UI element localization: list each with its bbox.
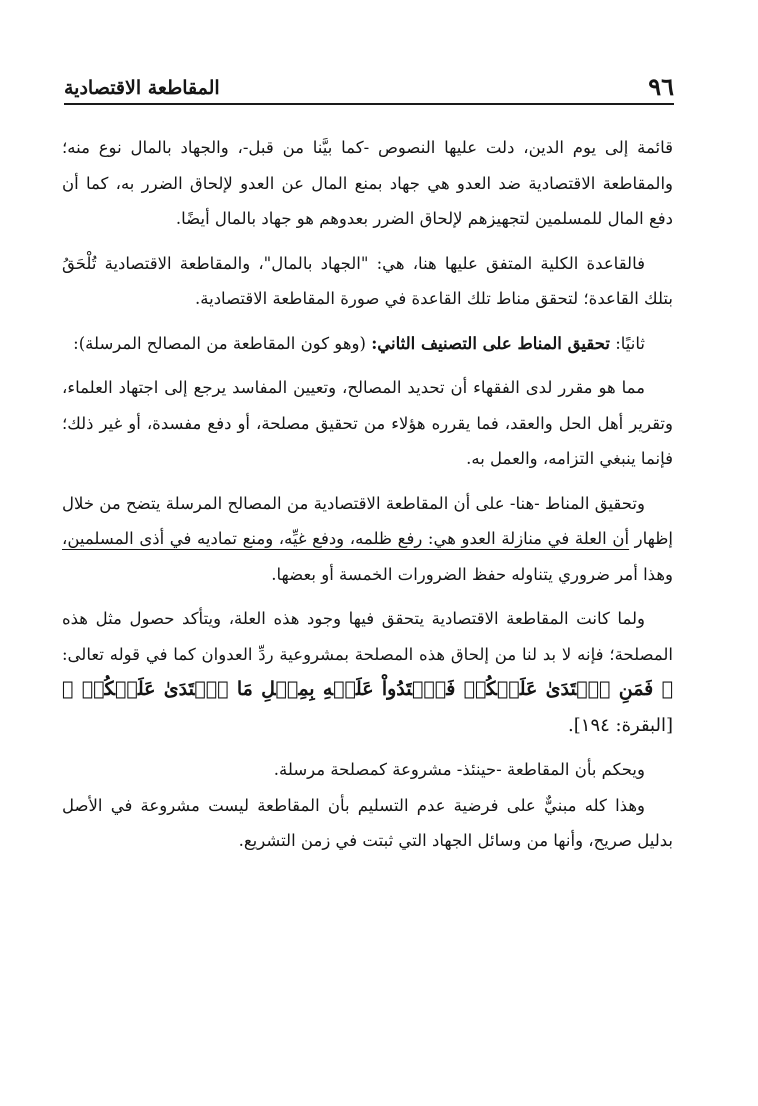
- paragraph-4: مما هو مقرر لدى الفقهاء أن تحديد المصالح، وتعيين المفاسد يرجع إلى اجتهاد العلماء، وتقرير أهل الحل والعقد، فما يقرره هؤلاء من تحقيق مصلحة، أو دفع مفسدة، أو غير ذلك؛ فإنما ينبغي التزامه، والعمل به.: [62, 378, 673, 468]
- paragraph-3: [62, 326, 673, 362]
- paragraph-5-start: وتحقيق المناط -هنا- على أن المقاطعة الاقتصادية من المصالح المرسلة يتضح من خلال إظهار: [62, 493, 674, 548]
- paragraph-7: ويحكم بأن المقاطعة -حينئذ- مشروعة كمصلحة مرسلة.: [273, 760, 645, 779]
- underlined-passage: أن العلة في منازلة العدو هي: رفع ظلمه، ودفع غيِّه، ومنع تماديه في أذى المسلمين،: [62, 529, 630, 548]
- page-body: [62, 130, 673, 859]
- running-title: المقاطعة الاقتصادية: [64, 77, 220, 99]
- verse-reference: [البقرة: ١٩٤].: [568, 714, 673, 736]
- paragraph-6: [62, 601, 673, 743]
- page-number: ٩٦: [648, 72, 674, 101]
- paragraph-5-end: وهذا أمر ضروري يتناوله حفظ الضرورات الخمسة أو بعضها.: [271, 564, 673, 584]
- paragraph-2: فالقاعدة الكلية المتفق عليها هنا، هي: "الجهاد بالمال"، والمقاطعة الاقتصادية تُلْحَقُ بتلك القاعدة؛ لتحقق مناط تلك القاعدة في صورة المقاطعة الاقتصادية.: [62, 253, 673, 308]
- quran-verse: ﴿ فَمَنِ ٱعۡتَدَىٰ عَلَيۡكُمۡ فَٱعۡتَدُواْ عَلَيۡهِ بِمِثۡلِ مَا ٱعۡتَدَىٰ عَلَيۡكُمۡ ﴾: [62, 678, 673, 700]
- page-header: [64, 66, 674, 106]
- section-heading: تحقيق المناط على التصنيف الثاني:: [371, 333, 610, 353]
- paragraph-6-text: ولما كانت المقاطعة الاقتصادية يتحقق فيها وجود هذه العلة، ويتأكد حصول مثل هذه المصلحة؛ فإنه لا بد لنا من إلحاق هذه المصلحة بمشروعية ردِّ العدوان كما في قوله تعالى:: [62, 609, 673, 664]
- paragraph-8: وهذا كله مبنيٌّ على فرضية عدم التسليم بأن المقاطعة ليست مشروعة في الأصل بدليل صريح، وأنها من وسائل الجهاد التي ثبتت في زمن التشريع.: [62, 795, 673, 850]
- section-heading-note: (وهو كون المقاطعة من المصالح المرسلة):: [73, 333, 372, 353]
- header-divider: [64, 103, 674, 105]
- paragraph-1: قائمة إلى يوم الدين، دلت عليها النصوص -كما بيَّنا من قبل-، والجهاد بالمال نوع منه؛ والمقاطعة الاقتصادية ضد العدو هي جهاد بمنع المال عن العدو لإلحاق الضرر به، كما أن دفع المال للمسلمين لتجهيزهم لإلحاق الضرر بعدوهم هو جهاد بالمال أيضًا.: [62, 138, 673, 228]
- paragraph-5: [62, 486, 673, 593]
- section-ordinal: ثانيًا:: [609, 333, 645, 353]
